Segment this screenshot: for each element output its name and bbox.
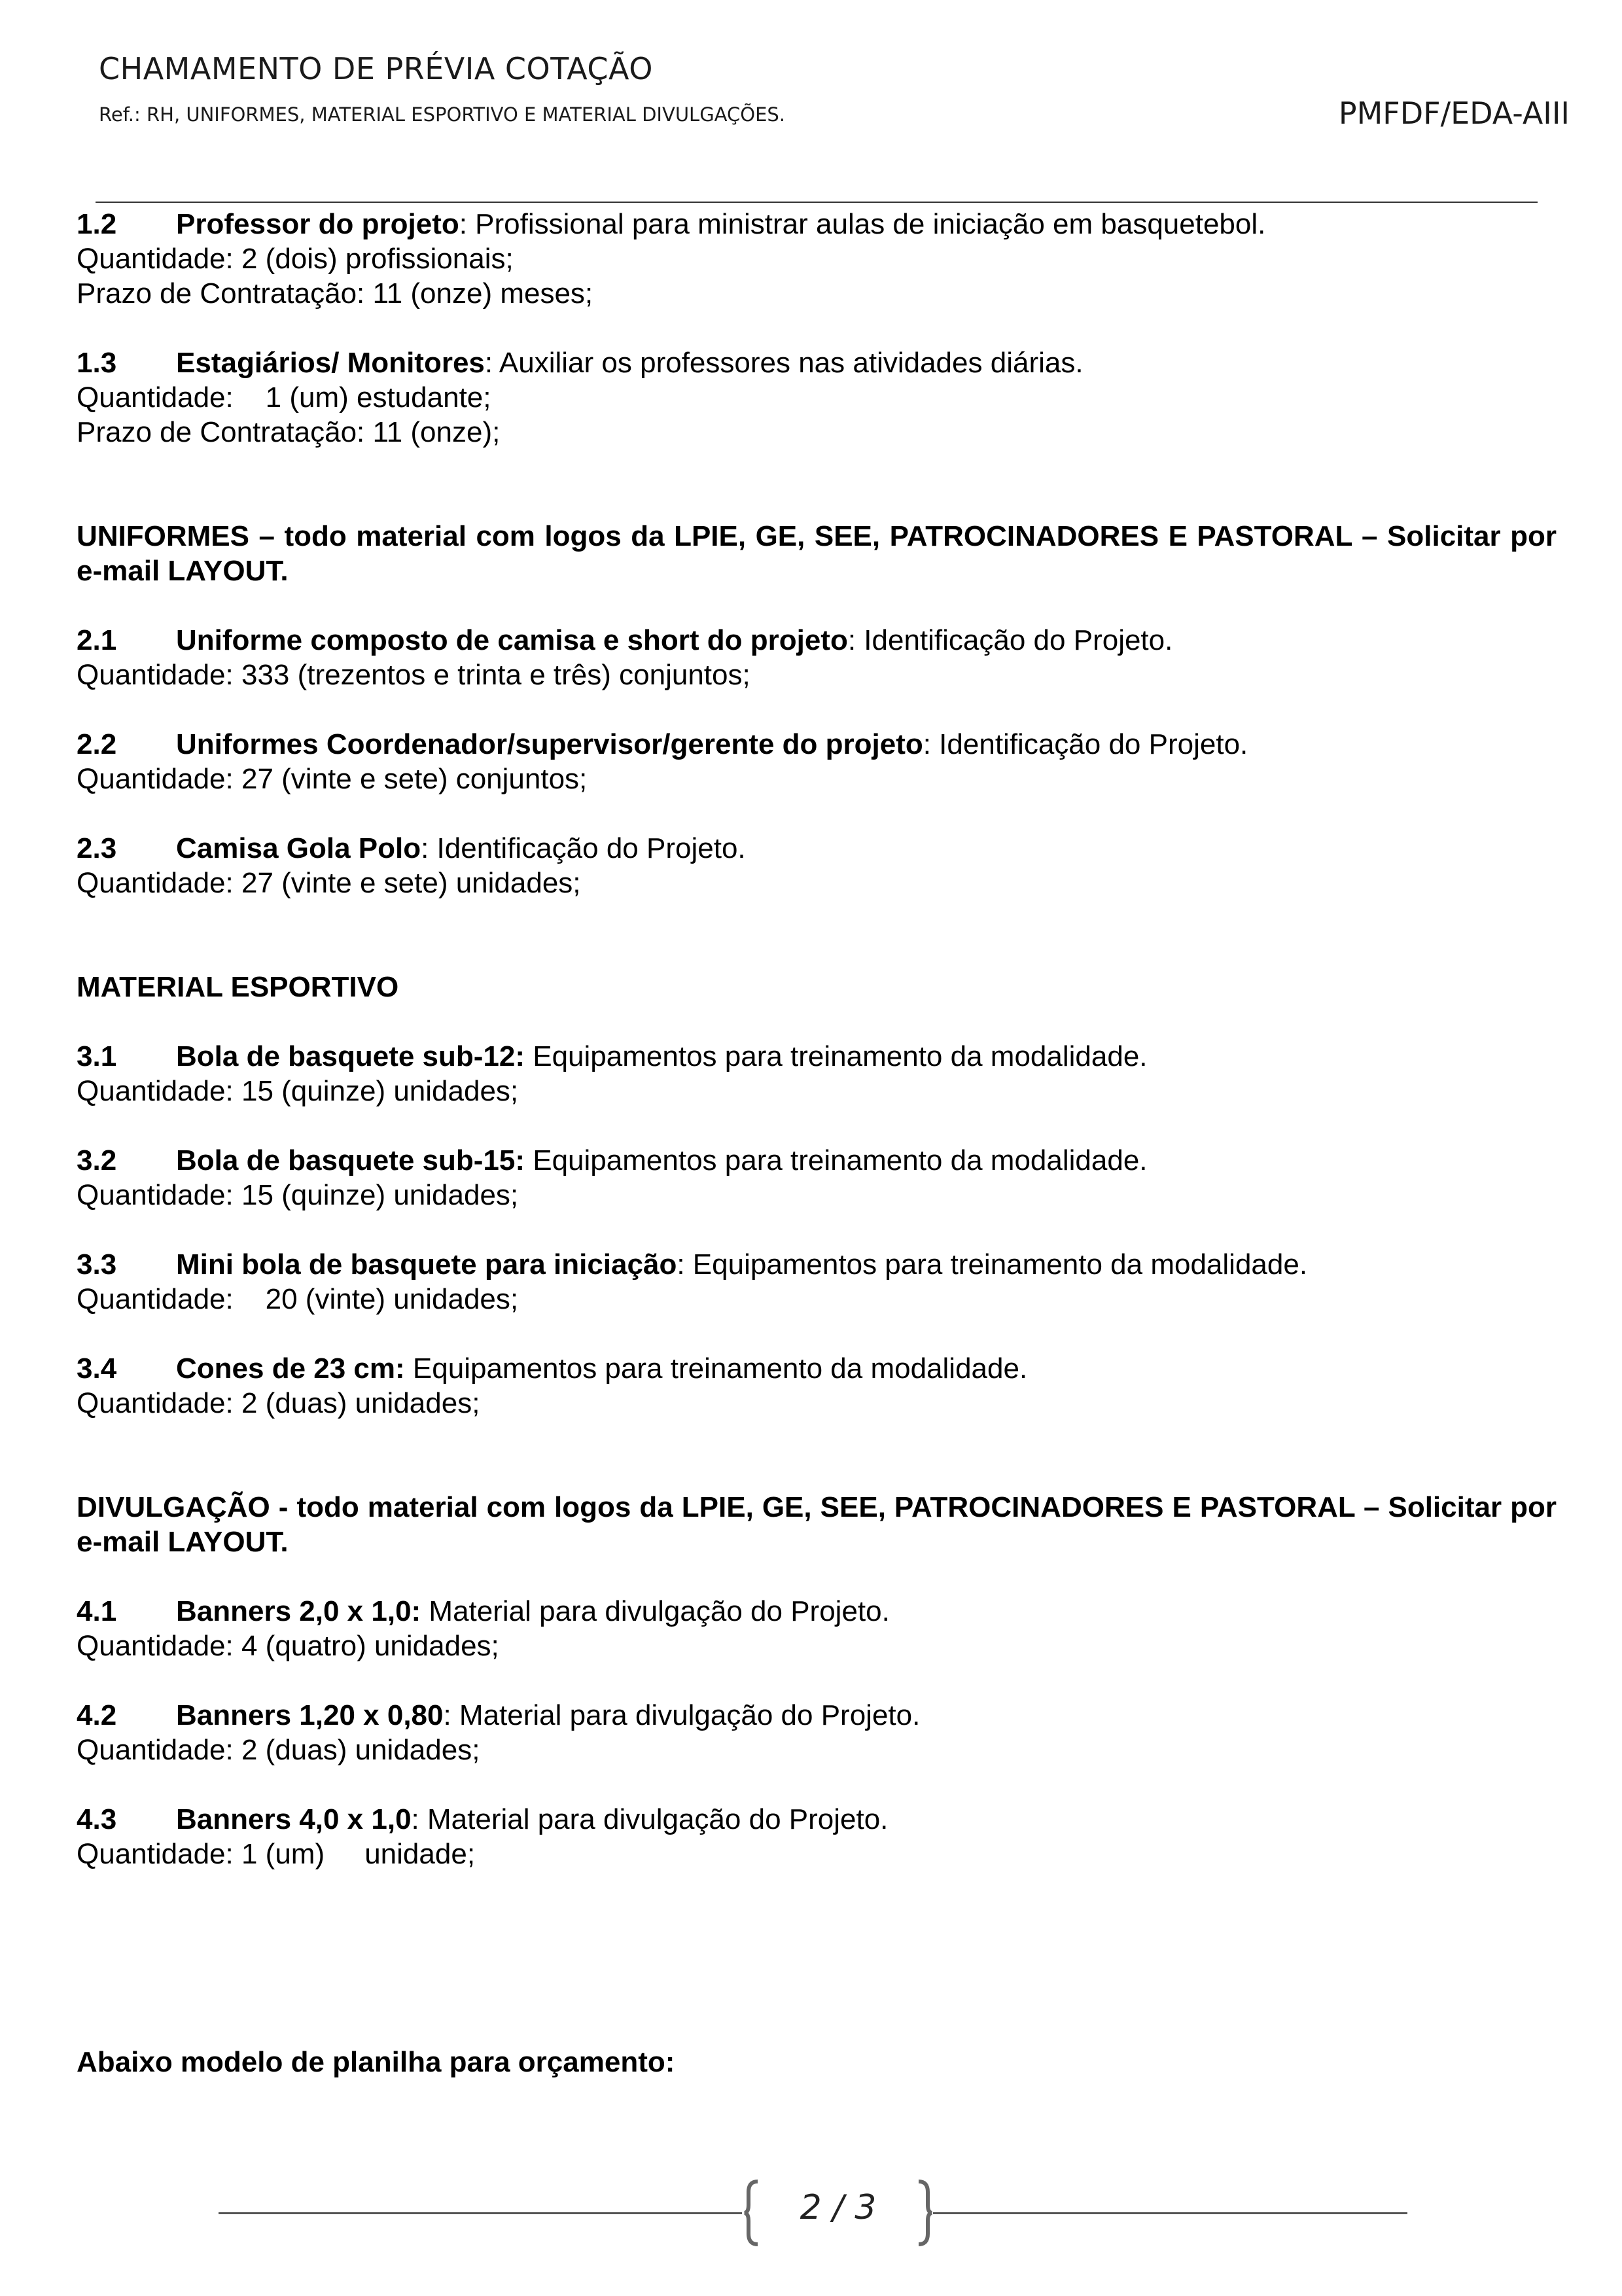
item-number: 2.3: [77, 832, 117, 864]
item-number: 2.1: [77, 624, 117, 656]
item-quantity: Quantidade: 2 (duas) unidades;: [77, 1387, 480, 1419]
item-quantity: Quantidade: 2 (dois) profissionais;: [77, 243, 514, 275]
header-title: CHAMAMENTO DE PRÉVIA COTAÇÃO: [99, 51, 653, 86]
item-quantity: Quantidade: 1 (um) unidade;: [77, 1838, 476, 1870]
item-description: : Identificação do Projeto.: [847, 624, 1173, 656]
item-title: Camisa Gola Polo: [176, 832, 421, 864]
item-number: 2.2: [77, 728, 117, 760]
item-number: 3.2: [77, 1144, 117, 1176]
item-description: : Identificação do Projeto.: [923, 728, 1248, 760]
header-divider: [96, 202, 1538, 203]
item-title: Professor do projeto: [176, 208, 459, 240]
item-number: 1.3: [77, 347, 117, 379]
item-2-2: [77, 727, 1557, 762]
item-number: 1.2: [77, 208, 117, 240]
item-description: Material para divulgação do Projeto.: [421, 1595, 890, 1627]
item-description: : Equipamentos para treinamento da modalidade.: [677, 1248, 1308, 1280]
item-quantity: Quantidade: 1 (um) estudante;: [77, 381, 491, 414]
page-number: 2 / 3: [800, 2188, 877, 2227]
item-1-2: [77, 207, 1557, 241]
section-heading-material-esportivo: MATERIAL ESPORTIVO: [77, 971, 399, 1003]
item-title: Bola de basquete sub-12:: [176, 1040, 525, 1072]
item-description: : Material para divulgação do Projeto.: [411, 1803, 889, 1835]
item-quantity: Quantidade: 15 (quinze) unidades;: [77, 1179, 519, 1211]
item-number: 3.3: [77, 1248, 117, 1280]
item-quantity: Quantidade: 4 (quatro) unidades;: [77, 1630, 499, 1662]
item-2-1: [77, 623, 1557, 658]
item-quantity: Quantidade: 20 (vinte) unidades;: [77, 1283, 519, 1315]
item-quantity: Quantidade: 2 (duas) unidades;: [77, 1734, 480, 1766]
item-title: Uniformes Coordenador/supervisor/gerente do projeto: [176, 728, 923, 760]
item-title: Cones de 23 cm:: [176, 1352, 405, 1385]
item-3-4: [77, 1351, 1557, 1386]
item-2-3: [77, 831, 1557, 866]
item-description: : Material para divulgação do Projeto.: [443, 1699, 921, 1731]
item-description: : Auxiliar os professores nas atividades diárias.: [484, 347, 1084, 379]
header-document-code: PMFDF/EDA-AIII: [1338, 96, 1570, 131]
item-description: : Identificação do Projeto.: [421, 832, 746, 864]
item-3-2: [77, 1143, 1557, 1178]
item-quantity: Quantidade: 27 (vinte e sete) conjuntos;: [77, 763, 588, 795]
item-title: Estagiários/ Monitores: [176, 347, 485, 379]
item-number: 4.2: [77, 1699, 117, 1731]
item-title: Uniforme composto de camisa e short do projeto: [176, 624, 848, 656]
item-number: 4.3: [77, 1803, 117, 1835]
item-quantity: Quantidade: 27 (vinte e sete) unidades;: [77, 867, 581, 899]
item-description: : Profissional para ministrar aulas de iniciação em basquetebol.: [459, 208, 1266, 240]
document-body: [77, 207, 1557, 2079]
item-4-1: [77, 1594, 1557, 1629]
item-number: 4.1: [77, 1595, 117, 1627]
item-4-2: [77, 1698, 1557, 1733]
item-title: Bola de basquete sub-15:: [176, 1144, 525, 1176]
footer-rule-left: [219, 2212, 742, 2214]
footer-rule-right: [933, 2212, 1407, 2214]
item-description: Equipamentos para treinamento da modalidade.: [525, 1040, 1148, 1072]
item-3-1: [77, 1039, 1557, 1074]
item-3-3: [77, 1247, 1557, 1282]
section-heading-divulgacao: DIVULGAÇÃO - todo material com logos da LPIE, GE, SEE, PATROCINADORES E PASTORAL – Solicitar por e-mail LAYOUT.: [77, 1491, 1557, 1558]
item-prazo: Prazo de Contratação: 11 (onze) meses;: [77, 277, 593, 309]
item-title: Banners 4,0 x 1,0: [176, 1803, 412, 1835]
header-reference: Ref.: RH, UNIFORMES, MATERIAL ESPORTIVO E MATERIAL DIVULGAÇÕES.: [99, 103, 786, 126]
item-title: Banners 1,20 x 0,80: [176, 1699, 444, 1731]
item-quantity: Quantidade: 15 (quinze) unidades;: [77, 1075, 519, 1107]
item-title: Mini bola de basquete para iniciação: [176, 1248, 677, 1280]
item-4-3: [77, 1802, 1557, 1837]
section-heading-uniformes: UNIFORMES – todo material com logos da LPIE, GE, SEE, PATROCINADORES E PASTORAL – Solicitar por e-mail LAYOUT.: [77, 520, 1557, 587]
item-1-3: [77, 345, 1557, 380]
item-quantity: Quantidade: 333 (trezentos e trinta e três) conjuntos;: [77, 659, 750, 691]
item-title: Banners 2,0 x 1,0:: [176, 1595, 421, 1627]
item-description: Equipamentos para treinamento da modalidade.: [404, 1352, 1028, 1385]
budget-spreadsheet-note: Abaixo modelo de planilha para orçamento:: [77, 2046, 675, 2078]
item-prazo: Prazo de Contratação: 11 (onze);: [77, 416, 501, 448]
item-description: Equipamentos para treinamento da modalidade.: [525, 1144, 1148, 1176]
item-number: 3.4: [77, 1352, 117, 1385]
item-number: 3.1: [77, 1040, 117, 1072]
